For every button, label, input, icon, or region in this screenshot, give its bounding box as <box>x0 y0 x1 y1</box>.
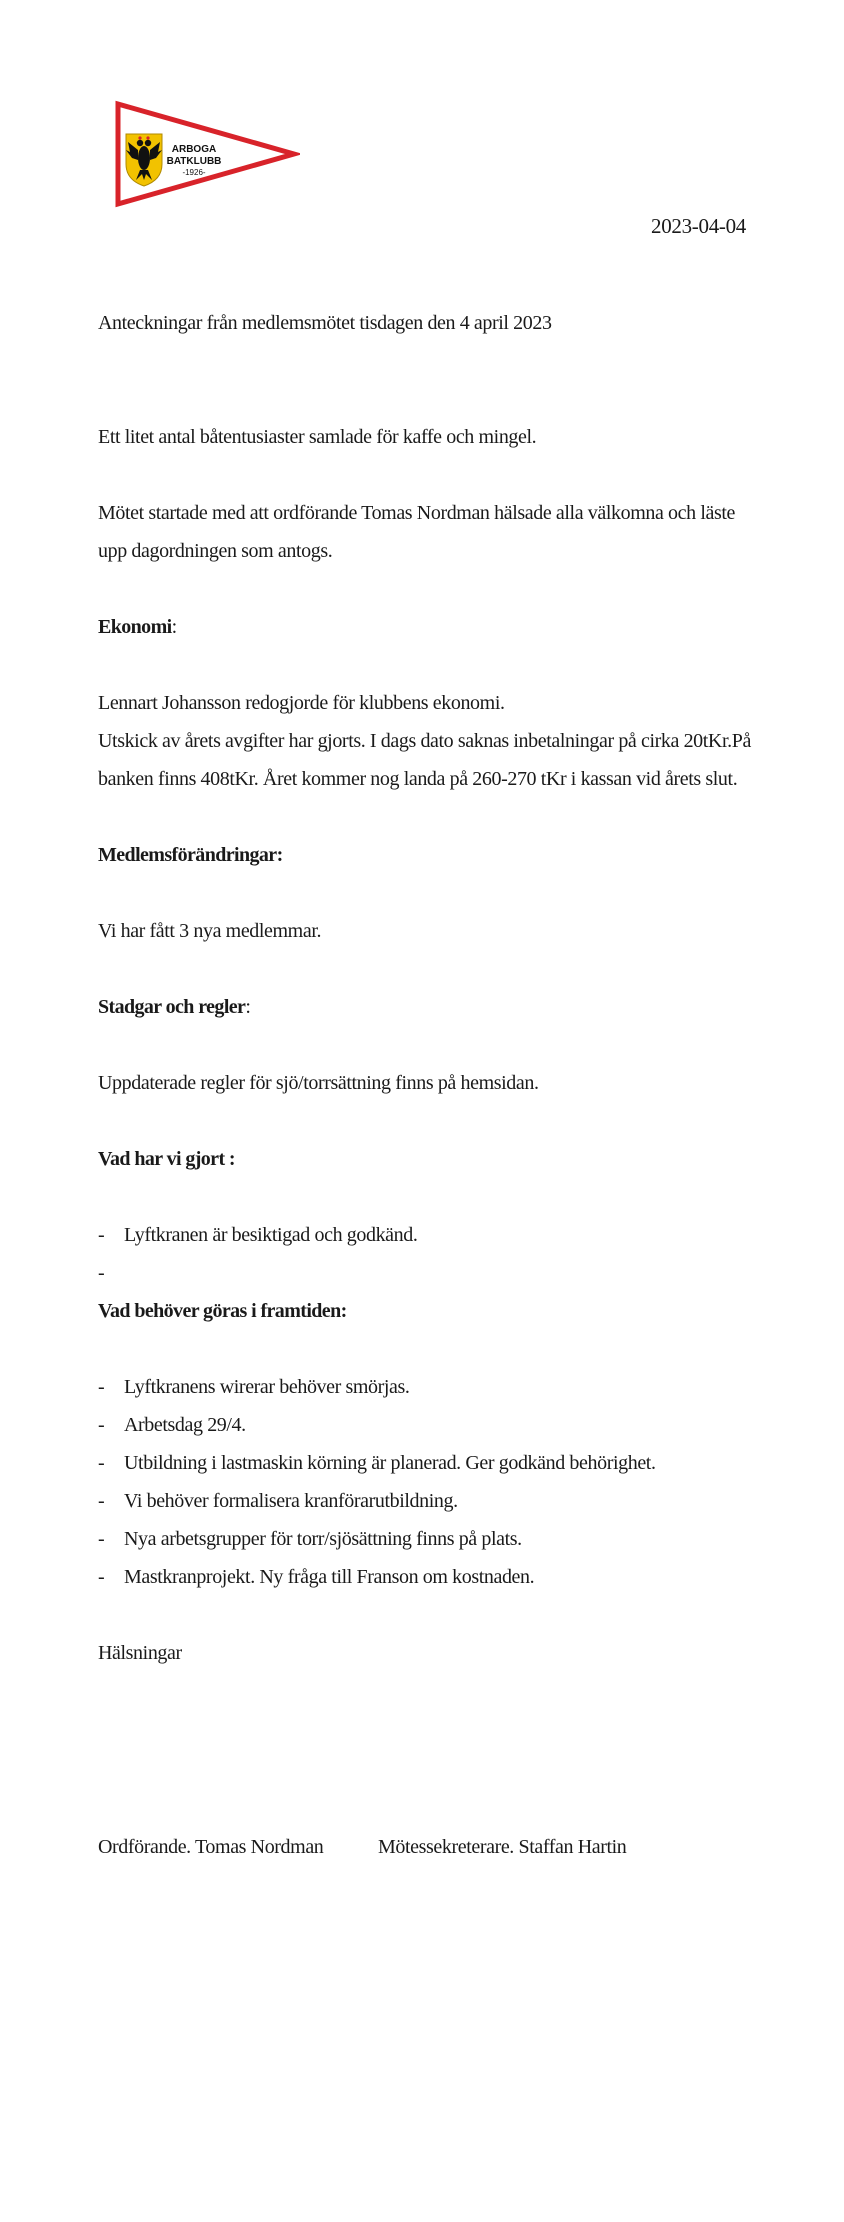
rules-text: Uppdaterade regler för sjö/torrsättning finns på hemsidan. <box>98 1072 539 1094</box>
economy-line-1: Lennart Johansson redogjorde för klubbens ekonomi. <box>98 692 505 714</box>
list-item: - Nya arbetsgrupper för torr/sjösättning finns på plats. <box>98 1520 758 1558</box>
members-text: Vi har fått 3 nya medlemmar. <box>98 920 322 942</box>
closing-text: Hälsningar <box>98 1642 182 1664</box>
list-item: - Arbetsdag 29/4. <box>98 1406 758 1444</box>
stray-dash: - <box>98 1262 105 1284</box>
economy-heading-suffix: : <box>171 616 177 638</box>
economy-line-2: Utskick av årets avgifter har gjorts. I dags dato saknas inbetalningar på cirka 20tKr.På banken finns 408tKr. Året kommer nog landa på 260-270 tKr i kassan vid årets slut. <box>98 730 751 790</box>
signature-block <box>98 1836 758 1859</box>
pennant-icon <box>112 100 300 208</box>
list-item: - Lyftkranens wirerar behöver smörjas. <box>98 1368 758 1406</box>
club-pennant-logo <box>112 100 300 208</box>
rules-heading: Stadgar och regler <box>98 996 246 1018</box>
document-date: 2023-04-04 <box>651 214 746 238</box>
rules-heading-suffix: : <box>245 996 251 1018</box>
list-item: - Vi behöver formalisera kranförarutbildning. <box>98 1482 758 1520</box>
intro-paragraph: Ett litet antal båtentusiaster samlade för kaffe och mingel. <box>98 426 537 448</box>
opening-paragraph: Mötet startade med att ordförande Tomas Nordman hälsade alla välkomna och läste upp dagordningen som antogs. <box>98 502 735 562</box>
list-item: - Lyftkranen är besiktigad och godkänd. <box>98 1216 758 1254</box>
chair-signature: Ordförande. Tomas Nordman <box>98 1836 324 1858</box>
rules-heading-line <box>98 988 758 1026</box>
economy-heading: Ekonomi <box>98 616 172 638</box>
todo-list <box>98 1368 758 1596</box>
done-heading: Vad har vi gjort : <box>98 1148 235 1170</box>
done-list <box>98 1216 758 1254</box>
document-title: Anteckningar från medlemsmötet tisdagen den 4 april 2023 <box>98 312 552 334</box>
list-item: - Mastkranprojekt. Ny fråga till Franson om kostnaden. <box>98 1558 758 1596</box>
logo-text-line3: -1926- <box>182 168 206 177</box>
logo-text-line2: BATKLUBB <box>166 156 222 167</box>
document-body <box>98 304 758 1672</box>
members-heading: Medlemsförändringar: <box>98 844 283 866</box>
secretary-signature: Mötessekreterare. Staffan Hartin <box>378 1836 627 1858</box>
economy-heading-line <box>98 608 758 646</box>
list-item: - Utbildning i lastmaskin körning är planerad. Ger godkänd behörighet. <box>98 1444 758 1482</box>
logo-text-line1: ARBOGA <box>171 144 217 155</box>
todo-heading: Vad behöver göras i framtiden: <box>98 1300 347 1322</box>
